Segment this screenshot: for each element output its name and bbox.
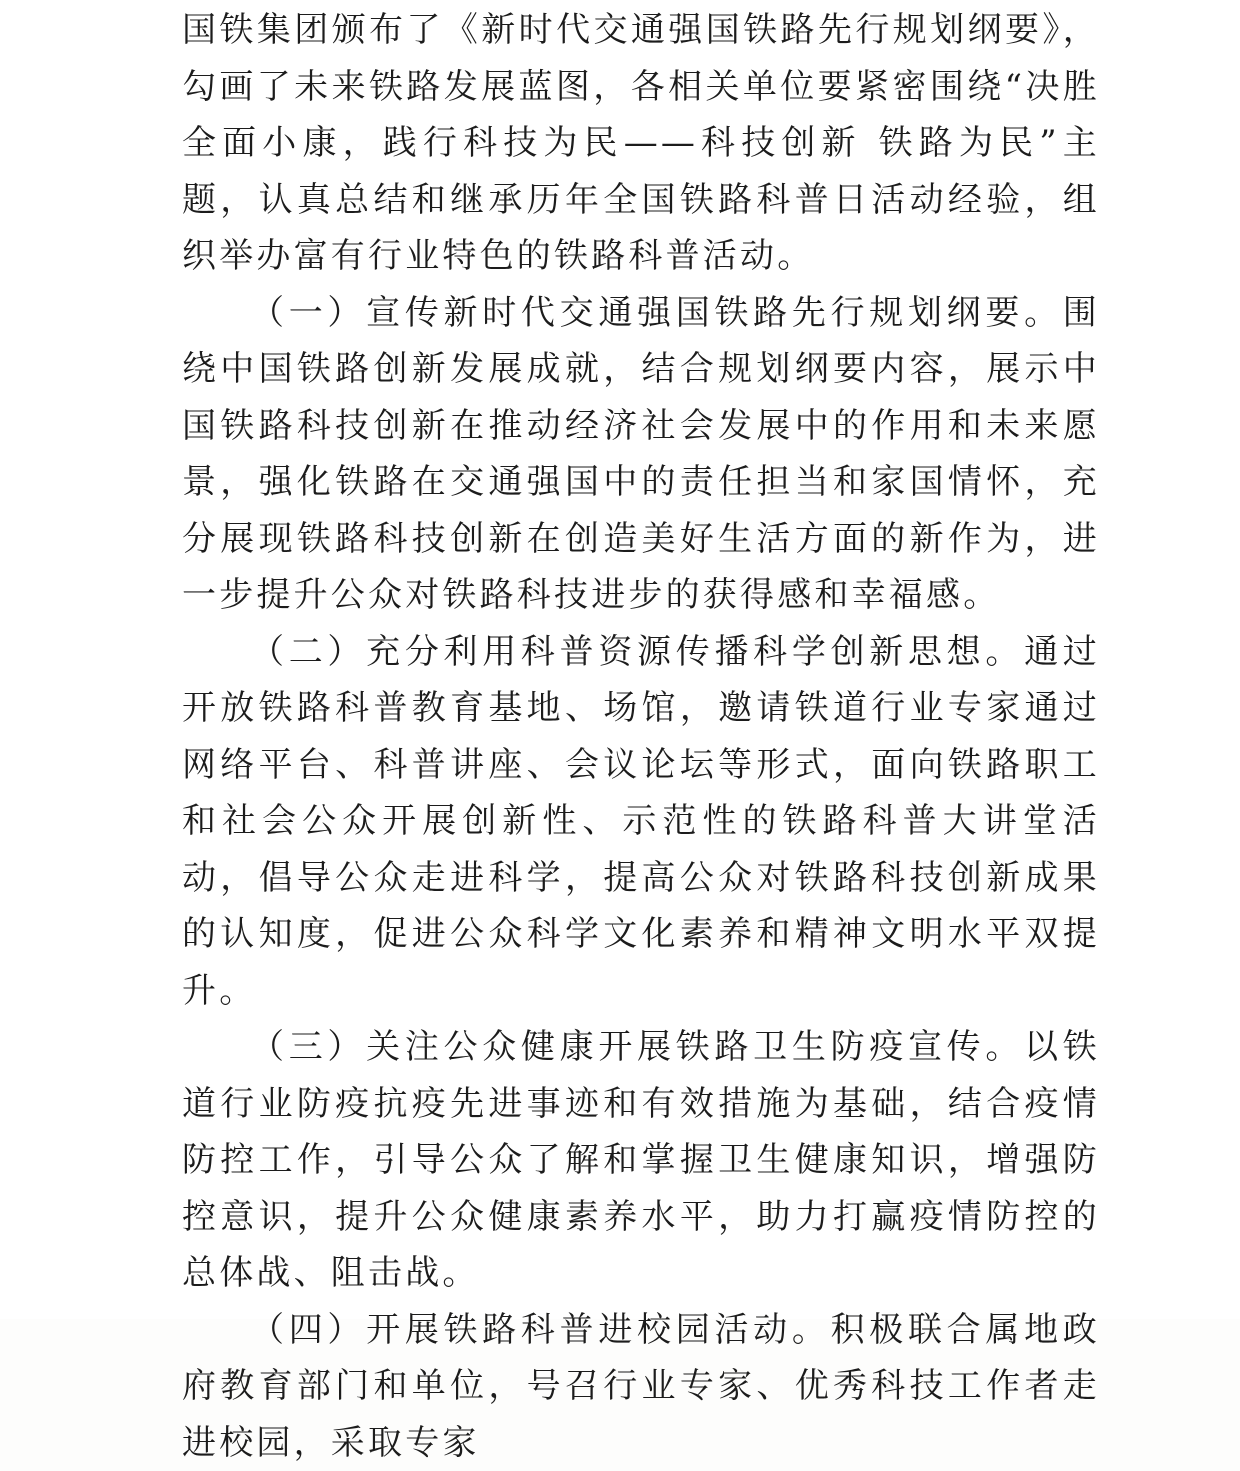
paragraph-section-4: （四）开展铁路科普进校园活动。积极联合属地政府教育部门和单位，号召行业专家、优秀科技工作者走进校园，采取专家 bbox=[182, 1302, 1100, 1471]
paragraph-section-1: （一）宣传新时代交通强国铁路先行规划纲要。围绕中国铁路创新发展成就，结合规划纲要内容，展示中国铁路科技创新在推动经济社会发展中的作用和未来愿景，强化铁路在交通强国中的责任担当和家国情怀，充分展现铁路科技创新在创造美好生活方面的新作为，进一步提升公众对铁路科技进步的获得感和幸福感。 bbox=[182, 285, 1100, 624]
paragraph-intro: 国铁集团颁布了《新时代交通强国铁路先行规划纲要》，勾画了未来铁路发展蓝图，各相关单位要紧密围绕“决胜全面小康，践行科技为民——科技创新 铁路为民”主题，认真总结和继承历年全国铁路科普日活动经验，组织举办富有行业特色的铁路科普活动。 bbox=[182, 2, 1100, 285]
document-body bbox=[182, 2, 1100, 1471]
paragraph-section-3: （三）关注公众健康开展铁路卫生防疫宣传。以铁道行业防疫抗疫先进事迹和有效措施为基础，结合疫情防控工作，引导公众了解和掌握卫生健康知识，增强防控意识，提升公众健康素养水平，助力打赢疫情防控的总体战、阻击战。 bbox=[182, 1019, 1100, 1302]
paragraph-section-2: （二）充分利用科普资源传播科学创新思想。通过开放铁路科普教育基地、场馆，邀请铁道行业专家通过网络平台、科普讲座、会议论坛等形式，面向铁路职工和社会公众开展创新性、示范性的铁路科普大讲堂活动，倡导公众走进科学，提高公众对铁路科技创新成果的认知度，促进公众科学文化素养和精神文明水平双提升。 bbox=[182, 624, 1100, 1020]
